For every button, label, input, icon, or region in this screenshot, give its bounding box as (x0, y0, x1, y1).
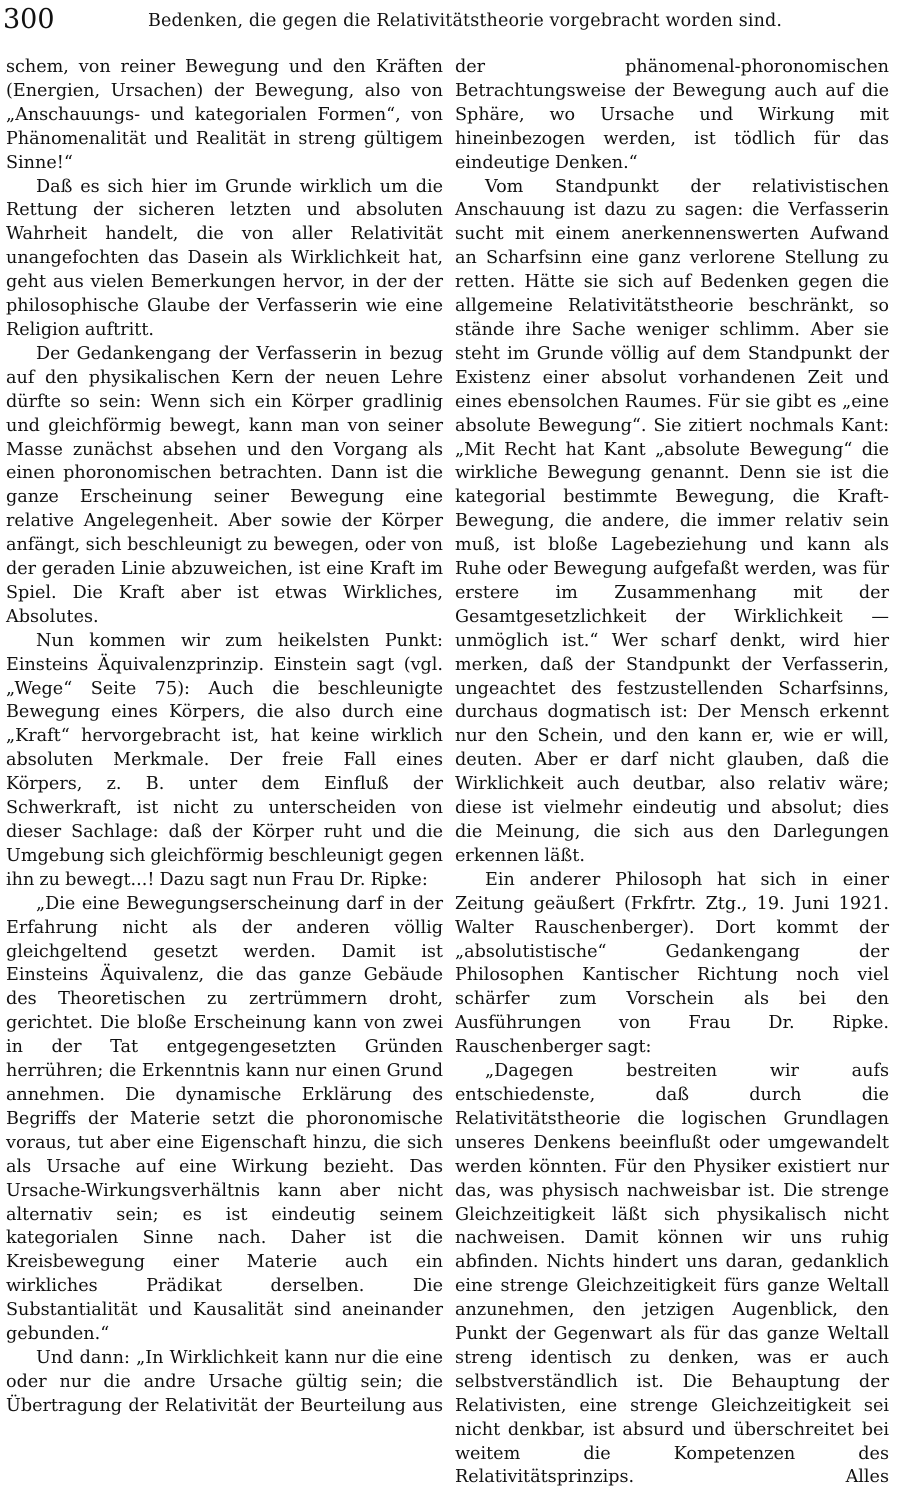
left-column (6, 56, 444, 1416)
page-number: 300 (3, 4, 55, 35)
quote-paragraph: „Dagegen bestreiten wir aufs entschiedenste, daß durch die Relativitätstheorie die logischen Grundlagen unseres Denkens beeinflußt oder umgewandelt werden könnten. Für den Physiker existiert nur das, was physisch nachweisbar ist. Die strenge Gleichzeitigkeit läßt sich physikalisch nicht nachweisen. Damit können wir uns ruhig abfinden. Nichts hindert uns daran, gedanklich eine strenge Gleichzeitigkeit fürs ganze Weltall anzunehmen, den jetzigen Augenblick, den Punkt der Gegenwart als für das ganze Weltall streng identisch zu denken, was er auch selbstverständlich ist. Die Behauptung der Relativisten, eine strenge Gleichzeitigkeit sei nicht denkbar, ist absurd und überschreitet bei weitem die Kompetenzen des Relativitätsprinzips. Alles (455, 1061, 889, 1488)
running-head (0, 0, 900, 42)
paragraph: Der Gedankengang der Verfasserin in bezug auf den physikalischen Kern der neuen Lehre dürfte so sein: Wenn sich ein Körper gradlinig und gleichförmig bewegt, kann man von seiner Masse zunächst absehen und den Vorgang als einen phoronomischen betrachten. Dann ist die ganze Erscheinung seiner Bewegung eine relative Angelegenheit. Aber sowie der Körper anfängt, sich beschleunigt zu bewegen, oder von der geraden Linie abzuweichen, ist eine Kraft im Spiel. Die Kraft aber ist etwas Wirkliches, Absolutes. (6, 343, 443, 627)
paragraph: Ein anderer Philosoph hat sich in einer Zeitung geäußert (Frkfrtr. Ztg., 19. Juni 1921. Walter Rauschenberger). Dort kommt der „absolutistische“ Gedankengang der Philosophen Kantischer Richtung noch viel schärfer zum Vorschein als bei den Ausführungen von Frau Dr. Ripke. Rauschenberger sagt: (455, 869, 889, 1058)
paragraph: Nun kommen wir zum heikelsten Punkt: Einsteins Äquivalenzprinzip. Einstein sagt (vgl. „Wege“ Seite 75): Auch die beschleunigte Bewegung eines Körpers, die also durch eine „Kraft“ hervorgebracht ist, hat keine wirklich absoluten Merkmale. Der freie Fall eines Körpers, z. B. unter dem Einfluß der Schwerkraft, ist nicht zu unterscheiden von dieser Sachlage: daß der Körper ruht und die Umgebung sich gleichförmig beschleunigt gegen ihn zu bewegt...! Dazu sagt nun Frau Dr. Ripke: (6, 630, 444, 890)
paragraph: Und dann: „In Wirklichkeit kann nur die eine oder nur die andre Ursache gültig sein; die Übertragung der Relativität der Beurteilung aus (6, 1347, 443, 1416)
right-column (455, 56, 889, 1488)
running-head-title: Bedenken, die gegen die Relativitätstheorie vorgebracht worden sind. (148, 11, 783, 31)
paragraph: der phänomenal-phoronomischen Betrachtungsweise der Bewegung auch auf die Sphäre, wo Ursache und Wirkung mit hineinbezogen werden, ist tödlich für das eindeutige Denken.“ (455, 57, 889, 173)
paragraph: schem, von reiner Bewegung und den Kräften (Energien, Ursachen) der Bewegung, also von „Anschauungs- und kategorialen Formen“, von Phänomenalität und Realität in streng gültigem Sinne!“ (6, 57, 443, 173)
paragraph: Vom Standpunkt der relativistischen Anschauung ist dazu zu sagen: die Verfasserin sucht mit einem anerkennenswerten Aufwand an Scharfsinn eine ganz verlorene Stellung zu retten. Hätte sie sich auf Bedenken gegen die allgemeine Relativitätstheorie beschränkt, so stände ihre Sache weniger schlimm. Aber sie steht im Grunde völlig auf dem Standpunkt der Existenz einer absolut vorhandenen Zeit und eines ebensolchen Raumes. Für sie gibt es „eine absolute Bewegung“. Sie zitiert nochmals Kant: „Mit Recht hat Kant „absolute Bewegung“ die wirkliche Bewegung genannt. Denn sie ist die kategorial bestimmte Bewegung, die Kraft-Bewegung, die andere, die immer relativ sein muß, ist bloße Lagebeziehung und kann als Ruhe oder Bewegung aufgefaßt werden, was für erstere im Zusammenhang mit der Gesamtgesetzlichkeit der Wirklichkeit — unmöglich ist.“ Wer scharf denkt, wird hier merken, daß der Standpunkt der Verfasserin, ungeachtet des festzustellenden Scharfsinns, durchaus dogmatisch ist: Der Mensch erkennt nur den Schein, und den kann er, wie er will, deuten. Aber er darf nicht glauben, daß die Wirklichkeit auch deutbar, also relativ wäre; diese ist vielmehr eindeutig und absolut; dies die Meinung, die sich aus den Darlegungen erkennen läßt. (455, 176, 889, 866)
quote-paragraph: „Die eine Bewegungserscheinung darf in der Erfahrung nicht als der anderen völlig gleichgeltend gesetzt werden. Damit ist Einsteins Äquivalenz, die das ganze Gebäude des Theoretischen zu zertrümmern droht, gerichtet. Die bloße Erscheinung kann von zwei in der Tat entgegengesetzten Gründen herrühren; die Erkenntnis kann nur einen Grund annehmen. Die dynamische Erklärung des Begriffs der Materie setzt die phoronomische voraus, tut aber eine Eigenschaft hinzu, die sich als Ursache auf eine Wirkung bezieht. Das Ursache-Wirkungsverhältnis kann aber nicht alternativ sein; es ist eindeutig seinem kategorialen Sinne nach. Daher ist die Kreisbewegung einer Materie auch ein wirkliches Prädikat derselben. Die Substantialität und Kausalität sind aneinander gebunden.“ (6, 893, 443, 1345)
paragraph: Daß es sich hier im Grunde wirklich um die Rettung der sicheren letzten und absoluten Wahrheit handelt, die von aller Relativität unangefochten das Dasein als Wirklichkeit hat, geht aus vielen Bemerkungen hervor, in der der philosophische Glaube der Verfasserin wie eine Religion auftritt. (6, 176, 443, 340)
